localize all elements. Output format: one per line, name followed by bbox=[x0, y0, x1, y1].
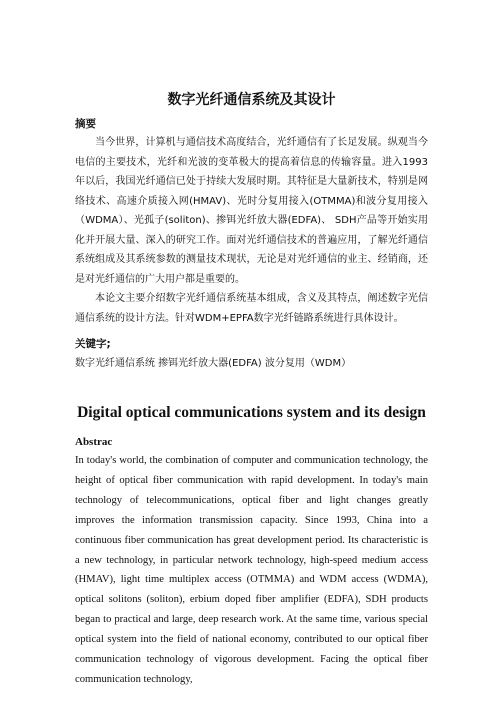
chinese-abstract-paragraph-2: 本论文主要介绍数字光纤通信系统基本组成，含义及其特点，阐述数字光信通信系统的设计方法。针对WDM+EPFA数字光纤链路系统进行具体设计。 bbox=[75, 293, 428, 324]
chinese-abstract-paragraph-1: 当今世界，计算机与通信技术高度结合，光纤通信有了长足发展。纵观当今电信的主要技术，光纤和光波的变革极大的提高着信息的传输容量。进入1993年以后，我国光纤通信已处于持续大发展时期。其特征是大量新技术，特别是网络技术、高速介质接入网(HMAV)、光时分复用接入(OTMMA)和波分复用接入（WDMA）、光孤子(soliton)、掺铒光纤放大器(EDFA)、 SDH产品等开始实用化并开展大量、深入的研究工作。面对光纤通信技术的普遍应用，了解光纤通信系统组成及其系统参数的测量技术现状，无论是对光纤通信的业主、经销商，还是对光纤通信的广大用户都是重要的。 bbox=[75, 137, 428, 285]
english-abstract-paragraph: In today's world, the combination of computer and communication technology, the height of optical fiber communication with rapid development. In today's main technology of telecommunications, optical fiber and light changes greatly improves the information transmission capacity. Since 1993, China into a continuous fiber communication has great development period. Its characteristic is a new technology, in particular network technology, high-speed medium access (HMAV), light time multiplex access (OTMMA) and WDM access (WDMA), optical solitons (soliton), erbium doped fiber amplifier (EDFA), SDH products began to practical and large, deep research work. At the same time, various special optical system into the field of national economy, contributed to our optical fiber communication technology of vigorous development. Facing the optical fiber communication technology, bbox=[75, 455, 428, 685]
chinese-abstract-heading: 摘要 bbox=[75, 118, 96, 130]
chinese-title: 数字光纤通信系统及其设计 bbox=[167, 92, 336, 108]
chinese-keywords: 数字光纤通信系统 掺铒光纤放大器(EDFA) 波分复用（WDM） bbox=[75, 358, 352, 369]
english-title: Digital optical communications system and its design bbox=[77, 404, 426, 421]
english-abstract-heading: Abstrac bbox=[75, 436, 113, 448]
chinese-keywords-heading: 关键字; bbox=[75, 338, 111, 350]
